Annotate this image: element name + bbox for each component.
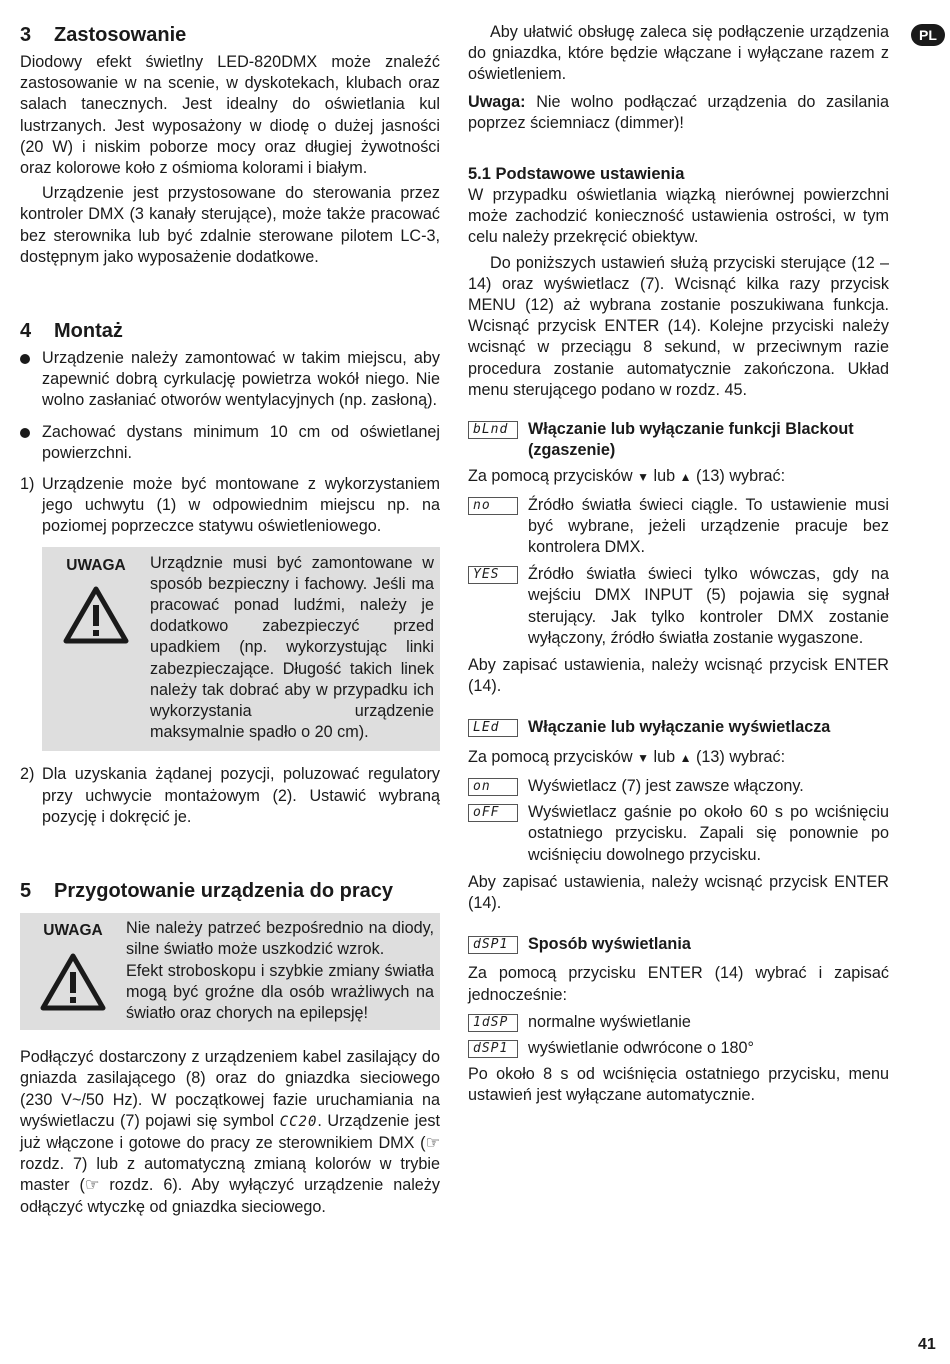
list-item-text: Urządzenie należy zamontować w takim miejscu, aby zapewnić dobrą cyrkulację powietrza wokół niego. Nie wolno zasłaniać otworów wentylacyjnych (np. zasłoną). (42, 349, 440, 410)
warning-triangle-icon (63, 586, 129, 644)
paragraph: Do poniższych ustawień służą przyciski sterujące (12 – 14) oraz wyświetlacz (7). Wcisnąć kilka razy przycisk MENU (12) aż wybrana zostanie poszukiwana funkcja. Wcisnąć przycisk ENTER (14). Kolejne przyciski należy wcisnąć w przeciągu 8 sekund, w przeciwnym razie procedura zostanie automatycznie zakończona. Układ menu sterującego podano w rozdz. 45. (468, 253, 889, 399)
display-code: LEd (468, 719, 518, 737)
warning-text-line: Nie należy patrzeć bezpośrednio na diody, silne światło może uszkodzić wzrok. (126, 919, 434, 959)
paragraph-text: . Urządzenie jest już włączone i gotowe do pracy ze sterownikiem DMX (☞ rozdz. 7) lub z automatyczną zmianą kolorów w trybie master (☞ rozdz. 6). Aby wyłączyć urządzenie należy odłączyć wtyczkę od gniazdka sieciowego. (20, 1111, 440, 1216)
warning-label-column (42, 553, 150, 744)
paragraph-text: Za pomocą przycisków (468, 467, 633, 486)
warning-text (126, 918, 440, 1024)
paragraph-text: Za pomocą przycisków (468, 747, 633, 766)
option-row (468, 495, 889, 559)
left-column (20, 22, 440, 1218)
section-number: 3 (20, 24, 32, 46)
section-5-heading (20, 878, 440, 904)
display-symbol: CC20 (279, 1113, 318, 1130)
warning-text-line: Efekt stroboskopu i szybkie zmiany światła mogą być groźne dla osób wrażliwych na światło oraz chorych na epilepsję! (126, 961, 434, 1022)
section-number: 4 (20, 320, 32, 343)
function-title: Włączanie lub wyłączanie funkcji Blackout (zgaszenie) (528, 420, 854, 460)
numbered-item (20, 764, 440, 828)
bullet-icon (20, 354, 30, 364)
paragraph (468, 747, 889, 769)
down-arrow-icon: ▼ (637, 750, 650, 765)
warning-box (20, 913, 440, 1030)
language-badge: PL (911, 24, 945, 46)
section-4-heading (20, 318, 440, 344)
warning-triangle-icon (40, 953, 106, 1011)
paragraph: Urządzenie jest przystosowane do sterowania przez kontroler DMX (3 kanały sterujące), może także pracować bez sterownika lub być zdalnie sterowane pilotem LC-3, dostępnym jako wyposażenie dodatkowe. (20, 184, 440, 266)
display-code: dSP1 (468, 1040, 518, 1058)
function-title: Włączanie lub wyłączanie wyświetlacza (528, 718, 831, 737)
paragraph: W przypadku oświetlania wiązką nierównej powierzchni może zachodzić konieczność ustawienia ostrości, w tym celu należy przekręcić obiektyw. (468, 186, 889, 247)
up-arrow-icon: ▲ (679, 470, 692, 485)
paragraph (468, 466, 889, 488)
option-text: normalne wyświetlanie (528, 1012, 691, 1031)
paragraph (20, 1047, 440, 1218)
option-row (468, 1012, 889, 1033)
option-text: Wyświetlacz (7) jest zawsze włączony. (528, 776, 804, 795)
paragraph: Aby zapisać ustawienia, należy wcisnąć przycisk ENTER (14). (468, 872, 889, 912)
display-code: dSP1 (468, 936, 518, 954)
display-code: 1dSP (468, 1014, 518, 1032)
option-text: wyświetlanie odwrócone o 180° (528, 1038, 755, 1057)
display-code: on (468, 778, 518, 796)
display-code: no (468, 497, 518, 515)
option-row (468, 1038, 889, 1059)
function-heading (468, 934, 889, 955)
warning-label: UWAGA (43, 922, 103, 940)
function-heading (468, 717, 889, 738)
item-number: 1) (20, 475, 35, 494)
display-code: bLnd (468, 421, 518, 439)
list-item-text: Zachować dystans minimum 10 cm od oświetlanej powierzchni. (42, 422, 440, 462)
paragraph: Po około 8 s od wciśnięcia ostatniego przycisku, menu ustawień jest wyłączane automatycznie. (468, 1065, 889, 1105)
list-item (20, 348, 440, 412)
paragraph-text: (13) wybrać: (696, 747, 786, 766)
subsection-heading: 5.1 Podstawowe ustawienia (468, 165, 685, 184)
down-arrow-icon: ▼ (637, 470, 650, 485)
paragraph-text: Podłączyć dostarczony z urządzeniem kabel zasilający do gniazda zasilającego (8) oraz do gniazdka sieciowego (230 V~/50 Hz). W początkowej fazie uruchamiania na wyświetlaczu (7) pojawi się symbol (20, 1048, 440, 1130)
item-text: Urządzenie może być montowane z wykorzystaniem jego uchwytu (1) w odpowiednim miejscu np. na poziomej poprzeczce statywu oświetleniowego. (42, 475, 440, 536)
note-label: Uwaga: (468, 92, 526, 111)
section-title: Przygotowanie urządzenia do pracy (54, 880, 393, 903)
function-title: Sposób wyświetlania (528, 935, 691, 954)
warning-label-column (20, 918, 126, 1024)
function-heading (468, 419, 889, 461)
paragraph (468, 92, 889, 134)
item-text: Dla uzyskania żądanej pozycji, poluzować regulatory przy uchwycie montażowym (2). Ustawić wybraną pozycję i dokręcić je. (42, 765, 440, 826)
option-row (468, 776, 889, 797)
paragraph: Aby ułatwić obsługę zaleca się podłączenie urządzenia do gniazdka, które będzie włączane i wyłączane razem z oświetleniem. (468, 23, 889, 84)
section-title: Zastosowanie (54, 24, 187, 46)
paragraph-text: lub (653, 467, 676, 486)
bullet-icon (20, 428, 30, 438)
option-text: Źródło światła świeci tylko wówczas, gdy na wejściu DMX INPUT (5) pojawia się sygnał sterujący. Jak tylko kontroler DMX zostanie wyłączony, źródło światła zostanie wygaszone. (528, 565, 889, 647)
numbered-item (20, 474, 440, 538)
paragraph: Za pomocą przycisku ENTER (14) wybrać i zapisać jednocześnie: (468, 964, 889, 1004)
up-arrow-icon: ▲ (679, 750, 692, 765)
option-row (468, 802, 889, 866)
paragraph: Diodowy efekt świetlny LED-820DMX może znaleźć zastosowanie w na scenie, w dyskotekach, klubach oraz salach tanecznych. Jest idealny do oświetlania kul lustrzanych. Jest wyposażony w diodę o dużej jasności (20 W) i niskim poborze mocy oraz długiej żywotności oraz kolorowe koło z ośmioma kolorami i białym. (20, 53, 440, 178)
display-code: oFF (468, 804, 518, 822)
paragraph-text: Nie wolno podłączać urządzenia do zasilania poprzez ściemniacz (dimmer)! (468, 92, 889, 132)
paragraph-text: lub (653, 747, 676, 766)
section-title: Montaż (54, 320, 123, 343)
warning-box (42, 547, 440, 752)
right-column (468, 22, 889, 1107)
option-text: Źródło światła świeci ciągle. To ustawienie musi być wybrane, jeżeli urządzenie pracuje bez kontrolera DMX. (528, 495, 889, 557)
item-number: 2) (20, 765, 35, 784)
warning-label: UWAGA (66, 556, 126, 574)
list-item (20, 422, 440, 464)
option-row (468, 564, 889, 649)
section-number: 5 (20, 880, 32, 903)
warning-text: Urządznie musi być zamontowane w sposób bezpieczny i fachowy. Jeśli ma pracować ponad ludźmi, należy je dodatkowo zabezpieczyć przed upadkiem (np. wykorzystując linki zabezpieczające. Długość takich linek należy tak dobrać aby w przypadku ich wykorzystania urządzenie maksymalnie spadło o 20 cm). (150, 553, 434, 742)
paragraph-text: (13) wybrać: (696, 467, 786, 486)
section-3-heading (20, 22, 440, 48)
page-number: 41 (918, 1336, 936, 1353)
paragraph: Aby zapisać ustawienia, należy wcisnąć przycisk ENTER (14). (468, 656, 889, 696)
option-text: Wyświetlacz gaśnie po około 60 s po wciśnięciu ostatniego przycisku. Zapali się ponownie po wciśnięciu dowolnego przycisku. (528, 803, 889, 864)
display-code: YES (468, 566, 518, 584)
